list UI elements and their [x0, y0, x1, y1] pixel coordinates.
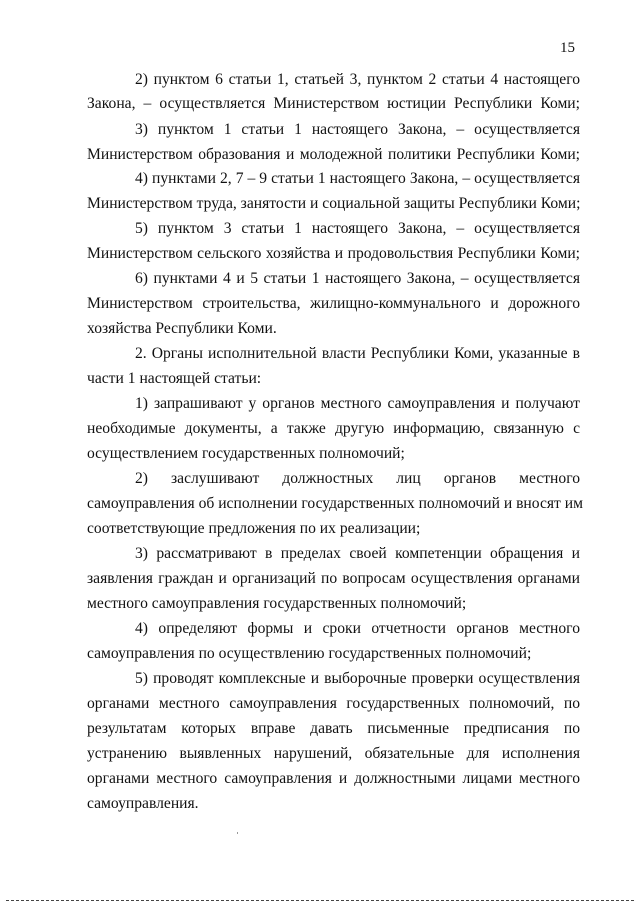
text-line: органами местного самоуправления и должностными лицами местного [87, 770, 580, 787]
text-line: необходимые документы, а также другую информацию, связанную с [87, 420, 580, 437]
text-line: результатам которых вправе давать письменные предписания по [87, 720, 580, 737]
text-line: местного самоуправления государственных полномочий; [87, 595, 467, 612]
text-line: самоуправления. [87, 795, 199, 812]
scan-speck [237, 832, 238, 834]
text-line: 5) пунктом 3 статьи 1 настоящего Закона, – осуществляется [135, 220, 580, 237]
text-line: органами местного самоуправления государственных полномочий, по [87, 695, 580, 712]
text-line: 2) заслушивают должностных лиц органов местного [135, 470, 580, 487]
text-line: Министерством образования и молодежной политики Республики Коми; [87, 146, 580, 163]
text-line: 1) запрашивают у органов местного самоуправления и получают [135, 395, 580, 412]
text-line: самоуправления по осуществлению государственных полномочий; [87, 645, 532, 662]
page-edge-rule [6, 900, 634, 901]
text-line: осуществлением государственных полномочий; [87, 445, 405, 462]
text-line: самоуправления об исполнении государственных полномочий и вносят им [87, 495, 583, 512]
text-line: Министерством сельского хозяйства и продовольствия Республики Коми; [87, 245, 580, 262]
text-line: хозяйства Республики Коми. [87, 320, 277, 337]
text-line: устранению выявленных нарушений, обязательные для исполнения [87, 745, 580, 762]
text-line: Министерством труда, занятости и социальной защиты Республики Коми; [87, 195, 581, 212]
text-line: Министерством строительства, жилищно-коммунального и дорожного [87, 295, 580, 312]
text-line: 2) пунктом 6 статьи 1, статьей 3, пунктом 2 статьи 4 настоящего [135, 71, 580, 88]
text-line: 3) рассматривают в пределах своей компетенции обращения и [135, 545, 580, 562]
text-line: Закона, – осуществляется Министерством юстиции Республики Коми; [87, 95, 580, 112]
page-number: 15 [560, 40, 575, 56]
text-line: части 1 настоящей статьи: [87, 370, 262, 387]
text-line: 4) пунктами 2, 7 – 9 статьи 1 настоящего Закона, – осуществляется [135, 170, 580, 187]
text-line: заявления граждан и организаций по вопросам осуществления органами [87, 570, 580, 587]
text-line: 5) проводят комплексные и выборочные проверки осуществления [135, 670, 580, 687]
text-line: соответствующие предложения по их реализации; [87, 520, 421, 537]
text-line: 2. Органы исполнительной власти Республики Коми, указанные в [135, 345, 580, 362]
text-line: 3) пунктом 1 статьи 1 настоящего Закона, – осуществляется [135, 121, 580, 138]
text-line: 6) пунктами 4 и 5 статьи 1 настоящего Закона, – осуществляется [135, 270, 580, 287]
text-line: 4) определяют формы и сроки отчетности органов местного [135, 620, 580, 637]
